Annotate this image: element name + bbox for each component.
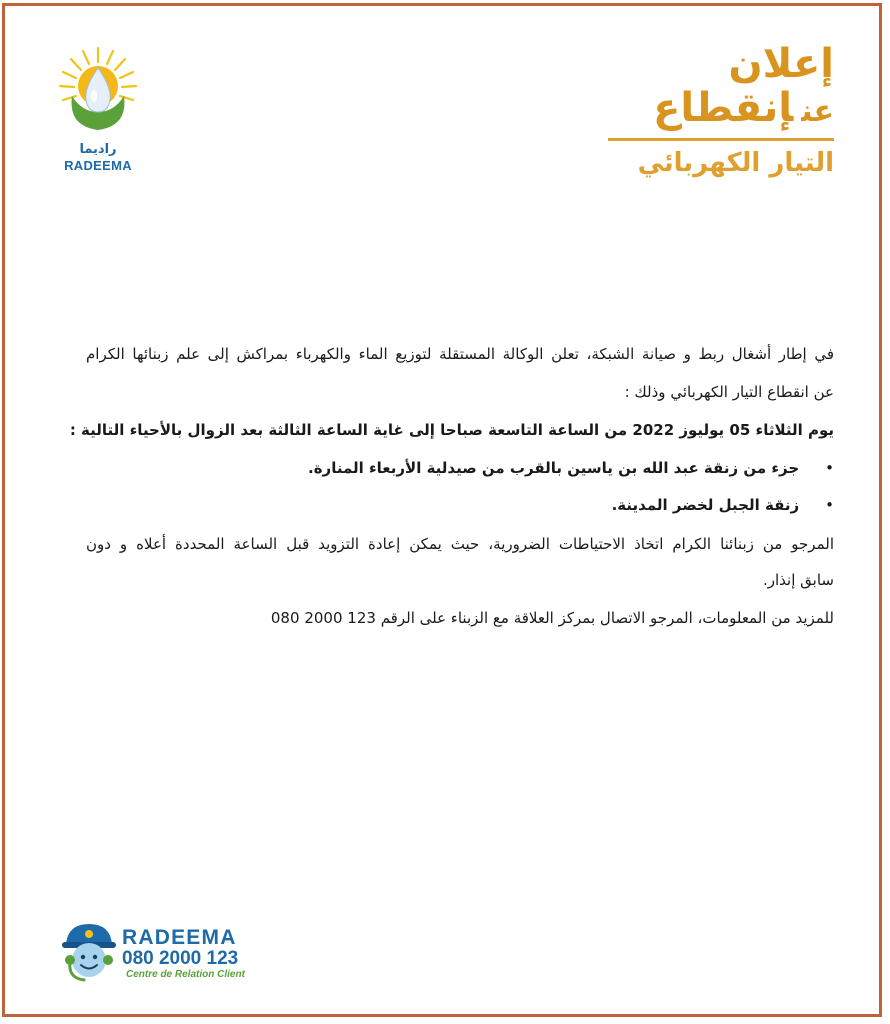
logo-name-latin: RADEEMA (64, 158, 132, 173)
list-item (612, 495, 834, 515)
customer-center-logo (58, 920, 268, 986)
title-line-2-main: إنقطاع (653, 85, 794, 131)
bullet-dot: • (825, 459, 834, 477)
title-line-3: التيار الكهربائي (637, 148, 834, 178)
date-line: يوم الثلاثاء 05 يوليوز 2022 من الساعة التاسعة صباحا إلى غاية الساعة الثالثة بعد الزوال بالأحياء التالية : (69, 421, 834, 439)
list-item-text: جزء من زنقة عبد الله بن ياسين بالقرب من صيدلية الأربعاء المنارة. (308, 459, 800, 477)
title-divider (608, 138, 834, 141)
list-item-text: زنقة الجبل لخضر المدينة. (611, 496, 800, 514)
intro-line-1: في إطار أشغال ربط و صيانة الشبكة، تعلن الوكالة المستقلة لتوزيع الماء والكهرباء بمراكش إلى علم زبنائها الكرام (86, 345, 834, 363)
footer-phone: 080 2000 123 (122, 948, 239, 969)
title-line-2 (604, 86, 834, 134)
intro-line-2: عن انقطاع التيار الكهربائي وذلك : (624, 383, 834, 401)
logo-name-arabic: راديما (79, 142, 117, 157)
title-line-2-prefix: عن (801, 94, 834, 129)
footer-brand-name: RADEEMA (122, 926, 237, 949)
mascot-agent-icon (58, 920, 120, 986)
notice-line-1: المرجو من زبنائنا الكرام اتخاذ الاحتياطات الضرورية، حيث يمكن إعادة التزويد قبل الساعة المحددة أعلاه و دون (86, 535, 834, 553)
sun-water-drop-icon (56, 46, 140, 142)
list-item (308, 458, 834, 478)
contact-line: للمزيد من المعلومات، المرجو الاتصال بمركز العلاقة مع الزبناء على الرقم 123 2000 080 (270, 609, 834, 627)
title-line-1: إعلان (728, 41, 834, 87)
radeema-logo (56, 46, 140, 176)
footer-subtitle: Centre de Relation Client (126, 969, 245, 980)
notice-line-2: سابق إنذار. (763, 571, 834, 589)
bullet-dot: • (825, 496, 834, 514)
announcement-title (604, 42, 834, 181)
